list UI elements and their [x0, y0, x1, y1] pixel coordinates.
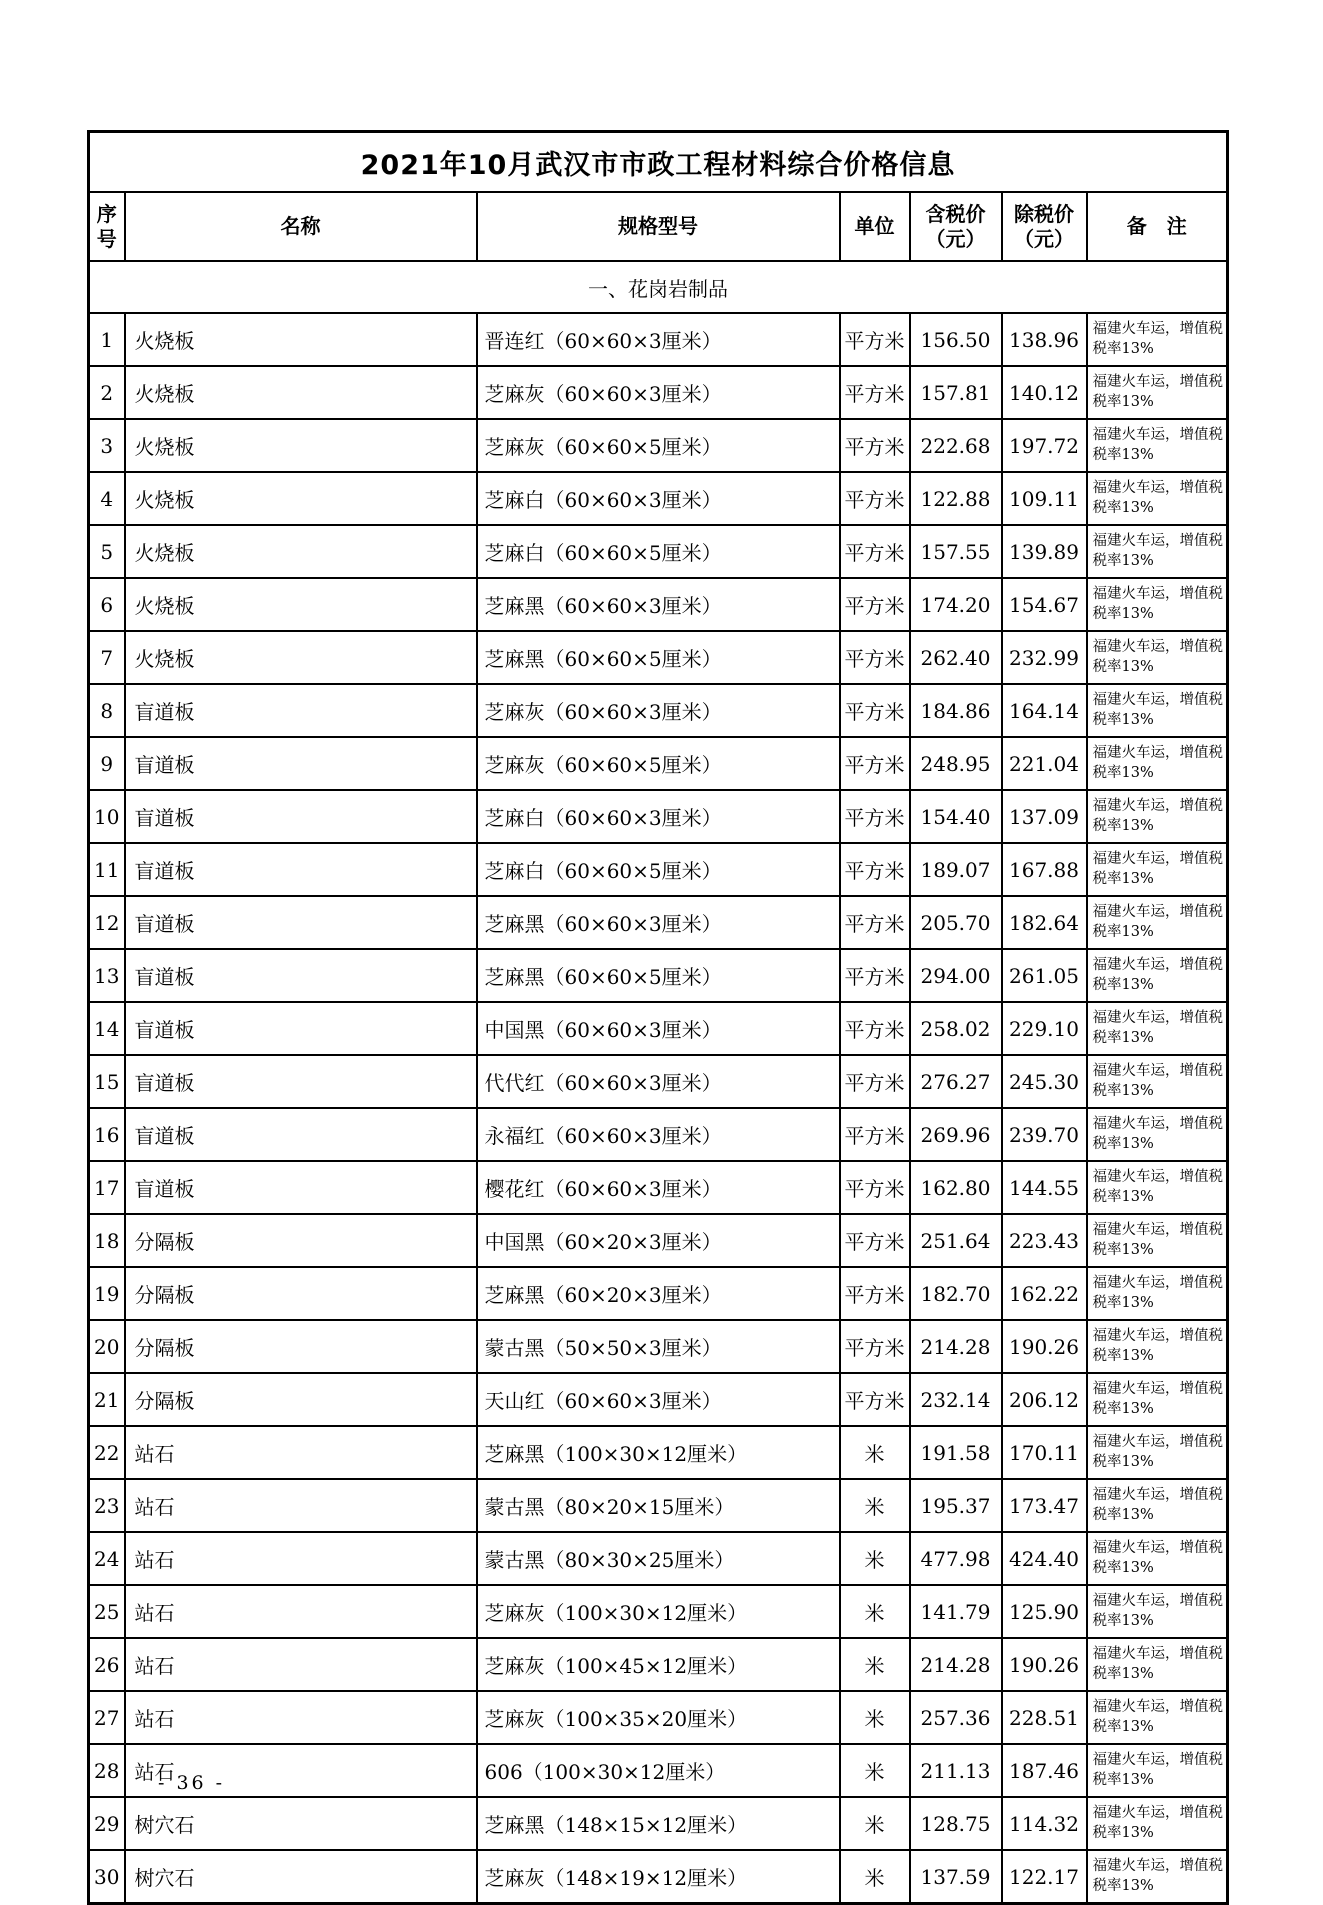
row-spec: 芝麻黑（60×60×3厘米）: [477, 578, 840, 631]
table-row: [89, 1108, 1228, 1161]
row-unit: 米: [840, 1797, 910, 1850]
row-price-excl: 162.22: [1002, 1267, 1087, 1320]
table-row: [89, 366, 1228, 419]
row-unit: 平方米: [840, 949, 910, 1002]
row-unit: 平方米: [840, 896, 910, 949]
table-row: [89, 1426, 1228, 1479]
row-price-incl: 189.07: [910, 843, 1002, 896]
row-note: 福建火车运，增值税税率13%: [1087, 896, 1228, 949]
row-price-excl: 114.32: [1002, 1797, 1087, 1850]
row-spec: 天山红（60×60×3厘米）: [477, 1373, 840, 1426]
row-spec: 芝麻白（60×60×5厘米）: [477, 843, 840, 896]
col-header-price-incl-label: 含税价: [925, 201, 986, 226]
row-price-excl: 239.70: [1002, 1108, 1087, 1161]
row-spec: 芝麻灰（148×19×12厘米）: [477, 1850, 840, 1904]
col-header-price-incl: [910, 192, 1002, 261]
row-spec: 蒙古黑（80×20×15厘米）: [477, 1479, 840, 1532]
row-spec: 芝麻灰（60×60×3厘米）: [477, 366, 840, 419]
page-number: - 36 -: [158, 1772, 226, 1794]
row-unit: 平方米: [840, 366, 910, 419]
row-note: 福建火车运，增值税税率13%: [1087, 1055, 1228, 1108]
row-name: 分隔板: [125, 1373, 477, 1426]
row-price-excl: 197.72: [1002, 419, 1087, 472]
row-no: 10: [89, 790, 125, 843]
table-row: [89, 684, 1228, 737]
row-spec: 代代红（60×60×3厘米）: [477, 1055, 840, 1108]
row-spec: 永福红（60×60×3厘米）: [477, 1108, 840, 1161]
table-row: [89, 1320, 1228, 1373]
row-note: 福建火车运，增值税税率13%: [1087, 1320, 1228, 1373]
row-unit: 平方米: [840, 1373, 910, 1426]
col-header-spec: 规格型号: [477, 192, 840, 261]
table-row: [89, 1161, 1228, 1214]
row-note: 福建火车运，增值税税率13%: [1087, 1638, 1228, 1691]
col-header-price-excl: [1002, 192, 1087, 261]
row-unit: 平方米: [840, 578, 910, 631]
row-no: 1: [89, 313, 125, 366]
row-name: 盲道板: [125, 896, 477, 949]
table-row: [89, 1850, 1228, 1904]
row-name: 火烧板: [125, 472, 477, 525]
row-price-excl: 245.30: [1002, 1055, 1087, 1108]
row-price-excl: 190.26: [1002, 1638, 1087, 1691]
row-name: 站石: [125, 1479, 477, 1532]
row-spec: 芝麻灰（100×30×12厘米）: [477, 1585, 840, 1638]
row-unit: 米: [840, 1479, 910, 1532]
row-price-excl: 170.11: [1002, 1426, 1087, 1479]
row-price-incl: 191.58: [910, 1426, 1002, 1479]
row-name: 火烧板: [125, 578, 477, 631]
row-price-incl: 477.98: [910, 1532, 1002, 1585]
row-price-excl: 261.05: [1002, 949, 1087, 1002]
row-no: 13: [89, 949, 125, 1002]
row-price-excl: 221.04: [1002, 737, 1087, 790]
row-no: 18: [89, 1214, 125, 1267]
table-row: [89, 949, 1228, 1002]
row-price-incl: 262.40: [910, 631, 1002, 684]
table-row: [89, 1744, 1228, 1797]
row-price-incl: 137.59: [910, 1850, 1002, 1904]
row-price-incl: 182.70: [910, 1267, 1002, 1320]
col-header-price-excl-sub: （元）: [1014, 226, 1074, 251]
row-unit: 米: [840, 1744, 910, 1797]
row-note: 福建火车运，增值税税率13%: [1087, 949, 1228, 1002]
row-spec: 芝麻黑（60×60×5厘米）: [477, 949, 840, 1002]
row-spec: 芝麻灰（100×35×20厘米）: [477, 1691, 840, 1744]
row-no: 29: [89, 1797, 125, 1850]
row-price-incl: 205.70: [910, 896, 1002, 949]
row-unit: 平方米: [840, 1002, 910, 1055]
row-name: 站石: [125, 1638, 477, 1691]
row-spec: 芝麻白（60×60×3厘米）: [477, 790, 840, 843]
row-name: 盲道板: [125, 790, 477, 843]
row-price-incl: 184.86: [910, 684, 1002, 737]
row-note: 福建火车运，增值税税率13%: [1087, 790, 1228, 843]
row-note: 福建火车运，增值税税率13%: [1087, 1161, 1228, 1214]
row-no: 28: [89, 1744, 125, 1797]
row-note: 福建火车运，增值税税率13%: [1087, 1108, 1228, 1161]
col-header-note: 备 注: [1087, 192, 1228, 261]
row-no: 15: [89, 1055, 125, 1108]
row-unit: 平方米: [840, 631, 910, 684]
row-price-excl: 190.26: [1002, 1320, 1087, 1373]
row-spec: 芝麻黑（100×30×12厘米）: [477, 1426, 840, 1479]
table-row: [89, 1002, 1228, 1055]
row-note: 福建火车运，增值税税率13%: [1087, 1744, 1228, 1797]
col-header-unit: 单位: [840, 192, 910, 261]
row-name: 盲道板: [125, 843, 477, 896]
price-table: [87, 130, 1229, 1905]
row-no: 23: [89, 1479, 125, 1532]
row-price-excl: 173.47: [1002, 1479, 1087, 1532]
row-price-excl: 187.46: [1002, 1744, 1087, 1797]
row-note: 福建火车运，增值税税率13%: [1087, 1850, 1228, 1904]
row-no: 2: [89, 366, 125, 419]
row-name: 火烧板: [125, 419, 477, 472]
row-spec: 芝麻黑（148×15×12厘米）: [477, 1797, 840, 1850]
row-unit: 米: [840, 1585, 910, 1638]
row-no: 20: [89, 1320, 125, 1373]
row-no: 9: [89, 737, 125, 790]
row-spec: 芝麻黑（60×60×3厘米）: [477, 896, 840, 949]
row-spec: 606（100×30×12厘米）: [477, 1744, 840, 1797]
table-title-row: [89, 132, 1228, 193]
table-header-row: [89, 192, 1228, 261]
row-no: 19: [89, 1267, 125, 1320]
row-no: 27: [89, 1691, 125, 1744]
row-spec: 芝麻灰（60×60×5厘米）: [477, 737, 840, 790]
row-no: 14: [89, 1002, 125, 1055]
section-row: [89, 261, 1228, 313]
row-spec: 蒙古黑（50×50×3厘米）: [477, 1320, 840, 1373]
row-name: 火烧板: [125, 366, 477, 419]
table-row: [89, 1267, 1228, 1320]
section-title: 一、花岗岩制品: [89, 261, 1228, 313]
row-price-excl: 182.64: [1002, 896, 1087, 949]
table-row: [89, 1479, 1228, 1532]
row-unit: 平方米: [840, 737, 910, 790]
row-name: 站石: [125, 1532, 477, 1585]
row-no: 25: [89, 1585, 125, 1638]
row-price-excl: 144.55: [1002, 1161, 1087, 1214]
table-row: [89, 1532, 1228, 1585]
table-row: [89, 843, 1228, 896]
row-price-incl: 157.81: [910, 366, 1002, 419]
row-price-excl: 223.43: [1002, 1214, 1087, 1267]
row-name: 分隔板: [125, 1320, 477, 1373]
row-no: 16: [89, 1108, 125, 1161]
row-unit: 平方米: [840, 1055, 910, 1108]
row-no: 30: [89, 1850, 125, 1904]
table-row: [89, 1214, 1228, 1267]
table-row: [89, 896, 1228, 949]
row-name: 盲道板: [125, 737, 477, 790]
table-row: [89, 419, 1228, 472]
row-spec: 芝麻白（60×60×3厘米）: [477, 472, 840, 525]
table-row: [89, 1373, 1228, 1426]
row-price-incl: 128.75: [910, 1797, 1002, 1850]
row-unit: 平方米: [840, 790, 910, 843]
row-spec: 樱花红（60×60×3厘米）: [477, 1161, 840, 1214]
row-unit: 米: [840, 1850, 910, 1904]
row-name: 盲道板: [125, 1055, 477, 1108]
row-note: 福建火车运，增值税税率13%: [1087, 1479, 1228, 1532]
table-row: [89, 631, 1228, 684]
row-price-excl: 109.11: [1002, 472, 1087, 525]
row-name: 盲道板: [125, 1161, 477, 1214]
row-name: 盲道板: [125, 684, 477, 737]
row-name: 火烧板: [125, 631, 477, 684]
row-unit: 平方米: [840, 1214, 910, 1267]
table-row: [89, 525, 1228, 578]
row-spec: 晋连红（60×60×3厘米）: [477, 313, 840, 366]
row-name: 盲道板: [125, 1002, 477, 1055]
row-price-incl: 232.14: [910, 1373, 1002, 1426]
row-name: 火烧板: [125, 525, 477, 578]
table-row: [89, 313, 1228, 366]
col-header-price-excl-label: 除税价: [1014, 201, 1074, 226]
row-price-incl: 248.95: [910, 737, 1002, 790]
row-price-excl: 164.14: [1002, 684, 1087, 737]
row-price-excl: 167.88: [1002, 843, 1087, 896]
row-price-incl: 222.68: [910, 419, 1002, 472]
row-name: 站石: [125, 1426, 477, 1479]
row-name: 分隔板: [125, 1267, 477, 1320]
row-note: 福建火车运，增值税税率13%: [1087, 1797, 1228, 1850]
row-note: 福建火车运，增值税税率13%: [1087, 1002, 1228, 1055]
row-price-incl: 122.88: [910, 472, 1002, 525]
row-spec: 芝麻黑（60×20×3厘米）: [477, 1267, 840, 1320]
row-price-excl: 137.09: [1002, 790, 1087, 843]
row-unit: 平方米: [840, 472, 910, 525]
row-price-excl: 125.90: [1002, 1585, 1087, 1638]
row-spec: 芝麻灰（100×45×12厘米）: [477, 1638, 840, 1691]
row-no: 12: [89, 896, 125, 949]
row-no: 6: [89, 578, 125, 631]
row-price-excl: 154.67: [1002, 578, 1087, 631]
row-note: 福建火车运，增值税税率13%: [1087, 472, 1228, 525]
row-unit: 米: [840, 1532, 910, 1585]
row-name: 站石: [125, 1691, 477, 1744]
row-spec: 中国黑（60×60×3厘米）: [477, 1002, 840, 1055]
table-row: [89, 1638, 1228, 1691]
row-price-incl: 257.36: [910, 1691, 1002, 1744]
row-name: 盲道板: [125, 1108, 477, 1161]
row-unit: 米: [840, 1691, 910, 1744]
row-price-incl: 162.80: [910, 1161, 1002, 1214]
row-name: 站石: [125, 1585, 477, 1638]
row-name: 盲道板: [125, 949, 477, 1002]
row-note: 福建火车运，增值税税率13%: [1087, 1585, 1228, 1638]
row-price-incl: 174.20: [910, 578, 1002, 631]
row-name: 火烧板: [125, 313, 477, 366]
row-note: 福建火车运，增值税税率13%: [1087, 1426, 1228, 1479]
row-price-incl: 269.96: [910, 1108, 1002, 1161]
row-price-incl: 214.28: [910, 1638, 1002, 1691]
row-price-incl: 258.02: [910, 1002, 1002, 1055]
table-row: [89, 578, 1228, 631]
row-price-excl: 139.89: [1002, 525, 1087, 578]
col-header-no: 序号: [89, 192, 125, 261]
row-note: 福建火车运，增值税税率13%: [1087, 578, 1228, 631]
row-spec: 芝麻灰（60×60×5厘米）: [477, 419, 840, 472]
row-unit: 平方米: [840, 313, 910, 366]
row-spec: 芝麻白（60×60×5厘米）: [477, 525, 840, 578]
row-no: 11: [89, 843, 125, 896]
row-unit: 平方米: [840, 1267, 910, 1320]
row-unit: 米: [840, 1426, 910, 1479]
row-note: 福建火车运，增值税税率13%: [1087, 631, 1228, 684]
row-unit: 平方米: [840, 1320, 910, 1373]
row-no: 21: [89, 1373, 125, 1426]
row-unit: 平方米: [840, 843, 910, 896]
row-unit: 平方米: [840, 525, 910, 578]
row-note: 福建火车运，增值税税率13%: [1087, 1373, 1228, 1426]
row-no: 24: [89, 1532, 125, 1585]
row-note: 福建火车运，增值税税率13%: [1087, 843, 1228, 896]
row-note: 福建火车运，增值税税率13%: [1087, 684, 1228, 737]
row-note: 福建火车运，增值税税率13%: [1087, 1214, 1228, 1267]
row-price-excl: 229.10: [1002, 1002, 1087, 1055]
row-price-incl: 294.00: [910, 949, 1002, 1002]
row-note: 福建火车运，增值税税率13%: [1087, 525, 1228, 578]
row-no: 22: [89, 1426, 125, 1479]
table-row: [89, 790, 1228, 843]
table-title: 2021年10月武汉市市政工程材料综合价格信息: [89, 132, 1228, 193]
row-no: 26: [89, 1638, 125, 1691]
row-name: 树穴石: [125, 1797, 477, 1850]
row-no: 7: [89, 631, 125, 684]
row-name: 分隔板: [125, 1214, 477, 1267]
row-spec: 中国黑（60×20×3厘米）: [477, 1214, 840, 1267]
table-row: [89, 472, 1228, 525]
row-price-incl: 157.55: [910, 525, 1002, 578]
row-note: 福建火车运，增值税税率13%: [1087, 1691, 1228, 1744]
table-row: [89, 1055, 1228, 1108]
row-price-excl: 424.40: [1002, 1532, 1087, 1585]
row-unit: 平方米: [840, 419, 910, 472]
table-row: [89, 1585, 1228, 1638]
row-price-excl: 138.96: [1002, 313, 1087, 366]
row-note: 福建火车运，增值税税率13%: [1087, 366, 1228, 419]
row-note: 福建火车运，增值税税率13%: [1087, 737, 1228, 790]
row-note: 福建火车运，增值税税率13%: [1087, 1532, 1228, 1585]
row-unit: 平方米: [840, 1108, 910, 1161]
row-unit: 平方米: [840, 684, 910, 737]
row-spec: 芝麻灰（60×60×3厘米）: [477, 684, 840, 737]
row-price-excl: 140.12: [1002, 366, 1087, 419]
row-price-incl: 214.28: [910, 1320, 1002, 1373]
row-no: 5: [89, 525, 125, 578]
row-spec: 芝麻黑（60×60×5厘米）: [477, 631, 840, 684]
row-name: 站石: [125, 1744, 477, 1797]
row-no: 8: [89, 684, 125, 737]
row-note: 福建火车运，增值税税率13%: [1087, 1267, 1228, 1320]
table-row: [89, 1797, 1228, 1850]
row-price-incl: 156.50: [910, 313, 1002, 366]
row-note: 福建火车运，增值税税率13%: [1087, 313, 1228, 366]
row-price-incl: 154.40: [910, 790, 1002, 843]
row-price-incl: 251.64: [910, 1214, 1002, 1267]
row-no: 4: [89, 472, 125, 525]
row-price-incl: 276.27: [910, 1055, 1002, 1108]
row-no: 3: [89, 419, 125, 472]
row-note: 福建火车运，增值税税率13%: [1087, 419, 1228, 472]
row-spec: 蒙古黑（80×30×25厘米）: [477, 1532, 840, 1585]
table-row: [89, 1691, 1228, 1744]
row-price-incl: 141.79: [910, 1585, 1002, 1638]
col-header-price-incl-sub: （元）: [925, 226, 986, 251]
col-header-name: 名称: [125, 192, 477, 261]
row-price-excl: 228.51: [1002, 1691, 1087, 1744]
row-price-excl: 206.12: [1002, 1373, 1087, 1426]
row-unit: 米: [840, 1638, 910, 1691]
row-name: 树穴石: [125, 1850, 477, 1904]
row-price-excl: 122.17: [1002, 1850, 1087, 1904]
table-row: [89, 737, 1228, 790]
row-price-incl: 195.37: [910, 1479, 1002, 1532]
row-price-incl: 211.13: [910, 1744, 1002, 1797]
row-unit: 平方米: [840, 1161, 910, 1214]
row-no: 17: [89, 1161, 125, 1214]
row-price-excl: 232.99: [1002, 631, 1087, 684]
